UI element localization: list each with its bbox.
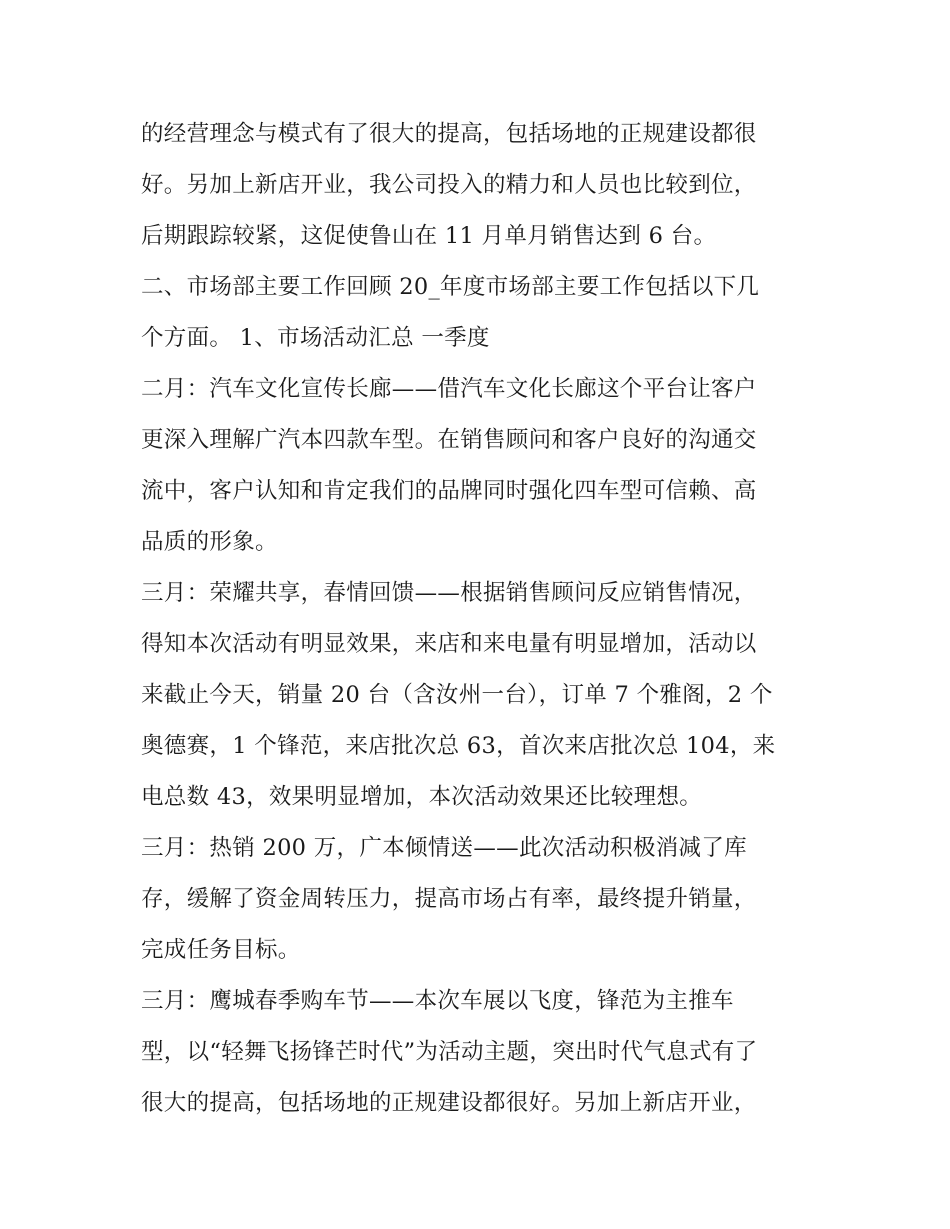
text-line: 很大的提高，包括场地的正规建设都很好。另加上新店开业， <box>141 1090 757 1116</box>
text-line: 得知本次活动有明显效果，来店和来电量有明显增加，活动以 <box>141 631 757 657</box>
text-line: 二月：汽车文化宣传长廊——借汽车文化长廊这个平台让客户 <box>141 376 757 402</box>
text-line: 三月：荣耀共享，春情回馈——根据销售顾问反应销售情况， <box>141 580 757 606</box>
document-body <box>141 109 821 1129</box>
text-line: 流中，客户认知和肯定我们的品牌同时强化四车型可信赖、高 <box>141 478 757 504</box>
text-line: 更深入理解广汽本四款车型。在销售顾问和客户良好的沟通交 <box>141 427 757 453</box>
text-line: 三月：热销 200 万，广本倾情送——此次活动积极消减了库 <box>141 835 747 861</box>
text-line: 电总数 43，效果明显增加，本次活动效果还比较理想。 <box>141 784 703 810</box>
text-line: 存，缓解了资金周转压力，提高市场占有率，最终提升销量， <box>141 886 757 912</box>
text-line: 个方面。 1、市场活动汇总 一季度 <box>141 325 490 351</box>
text-line: 品质的形象。 <box>141 529 278 555</box>
text-line: 奥德赛，1 个锋范，来店批次总 63，首次来店批次总 104，来 <box>141 733 776 759</box>
text-line: 好。另加上新店开业，我公司投入的精力和人员也比较到位， <box>141 172 757 198</box>
text-line: 后期跟踪较紧，这促使鲁山在 11 月单月销售达到 6 台。 <box>141 223 717 249</box>
text-line: 的经营理念与模式有了很大的提高，包括场地的正规建设都很 <box>141 121 757 147</box>
section-heading-line: 二、市场部主要工作回顾 20_年度市场部主要工作包括以下几 <box>141 274 760 300</box>
text-line: 来截止今天，销量 20 台（含汝州一台），订单 7 个雅阁，2 个 <box>141 682 773 708</box>
text-line: 完成任务目标。 <box>141 937 301 963</box>
text-line: 型，以“轻舞飞扬锋芒时代”为活动主题，突出时代气息式有了 <box>141 1039 758 1065</box>
text-line: 三月：鹰城春季购车节——本次车展以飞度，锋范为主推车 <box>141 988 734 1014</box>
